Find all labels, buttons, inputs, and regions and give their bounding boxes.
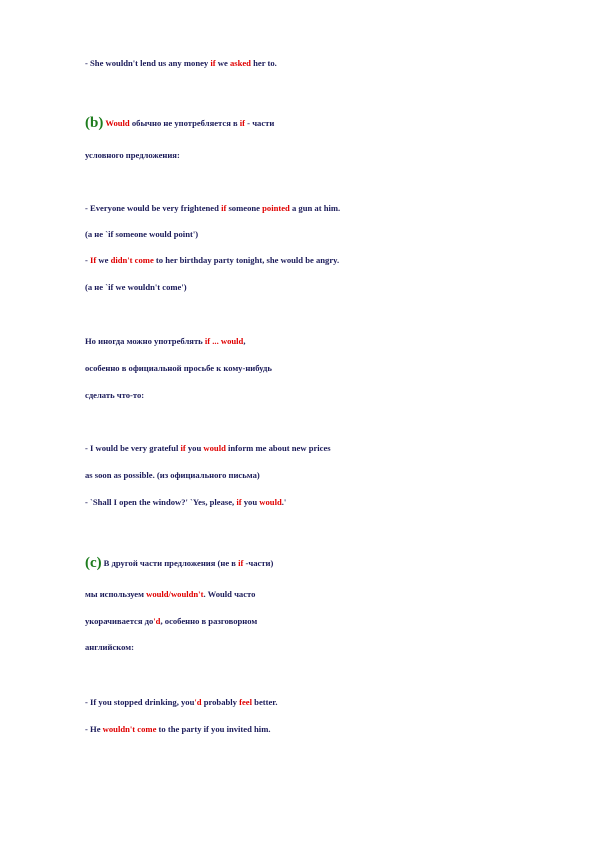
text-segment: you (185, 443, 204, 453)
text-segment: to her birthday party tonight, she would be angry. (153, 255, 340, 265)
text-line (85, 616, 257, 627)
section-marker: (b) (85, 115, 104, 131)
text-segment: - (85, 255, 91, 265)
text-line (85, 58, 277, 69)
highlighted-text: if (221, 203, 227, 213)
text-segment: someone (226, 203, 263, 213)
text-segment: a gun at him. (289, 203, 341, 213)
highlighted-text: if (236, 497, 242, 507)
text-line (85, 336, 245, 347)
text-segment: as soon as possible. (из официального письма) (85, 470, 260, 480)
text-segment: - I would be very grateful (85, 443, 181, 453)
highlighted-text: would (259, 497, 282, 507)
highlighted-text: didn't come (110, 255, 154, 265)
text-segment: особенно в официальной просьбе к кому-нибудь (85, 363, 272, 373)
highlighted-text: 'd (153, 616, 161, 626)
text-segment: Но иногда можно употреблять (85, 336, 205, 346)
text-segment: .' (281, 497, 287, 507)
text-line (85, 282, 187, 293)
text-segment: , особенно в разговорном (160, 616, 258, 626)
highlighted-text: would (203, 443, 226, 453)
text-segment: . Would часто (203, 589, 256, 599)
text-segment: английском: (85, 642, 134, 652)
text-segment: (а не `if we wouldn't come') (85, 282, 187, 292)
text-line (85, 255, 339, 266)
text-segment: укорачивается до (85, 616, 154, 626)
highlighted-text: asked (229, 58, 251, 68)
text-line (85, 229, 198, 240)
text-line (85, 363, 272, 374)
text-segment: мы используем (85, 589, 147, 599)
text-line (85, 150, 180, 161)
text-segment: - She wouldn't lend us any money (85, 58, 211, 68)
highlighted-text: If (90, 255, 97, 265)
text-segment: we (215, 58, 230, 68)
text-segment: В другой части предложения (не в (103, 558, 239, 568)
highlighted-text: wouldn't come (102, 724, 157, 734)
text-line (85, 390, 144, 401)
text-line (85, 497, 286, 508)
text-line (85, 724, 271, 735)
text-segment: better. (252, 697, 278, 707)
text-line (85, 642, 134, 653)
section-heading-line (85, 555, 274, 571)
text-segment: (а не `if someone would point') (85, 229, 199, 239)
text-segment: we (96, 255, 111, 265)
text-line (85, 697, 277, 708)
text-segment: her to. (250, 58, 277, 68)
text-segment: - `Shall I open the window?' `Yes, please, (85, 497, 237, 507)
text-segment: to the party if you invited him. (156, 724, 271, 734)
section-heading-line (85, 115, 275, 131)
highlighted-text: if (239, 118, 246, 128)
text-segment: -части) (243, 558, 274, 568)
text-segment: , (243, 336, 246, 346)
highlighted-text: if (238, 558, 244, 568)
text-line (85, 470, 260, 481)
text-segment: probably (201, 697, 240, 707)
text-segment: условного предложения: (85, 150, 180, 160)
highlighted-text: if ... would (204, 336, 244, 346)
text-segment: you (241, 497, 260, 507)
text-segment: inform me about new prices (225, 443, 331, 453)
highlighted-text: Would (105, 118, 130, 128)
text-line (85, 203, 340, 214)
highlighted-text: feel (239, 697, 253, 707)
text-segment: - If you stopped drinking, you (85, 697, 195, 707)
text-segment: - He (85, 724, 103, 734)
highlighted-text: would/wouldn't (146, 589, 204, 599)
text-line (85, 589, 255, 600)
text-line (85, 443, 331, 454)
highlighted-text: if (180, 443, 186, 453)
text-segment: сделать что-то: (85, 390, 145, 400)
section-marker: (c) (85, 555, 102, 571)
highlighted-text: if (210, 58, 216, 68)
text-segment: - части (245, 118, 275, 128)
highlighted-text: 'd (194, 697, 202, 707)
text-segment: - Everyone would be very frightened (85, 203, 222, 213)
text-segment: обычно не употребляется в (129, 118, 240, 128)
highlighted-text: pointed (262, 203, 290, 213)
